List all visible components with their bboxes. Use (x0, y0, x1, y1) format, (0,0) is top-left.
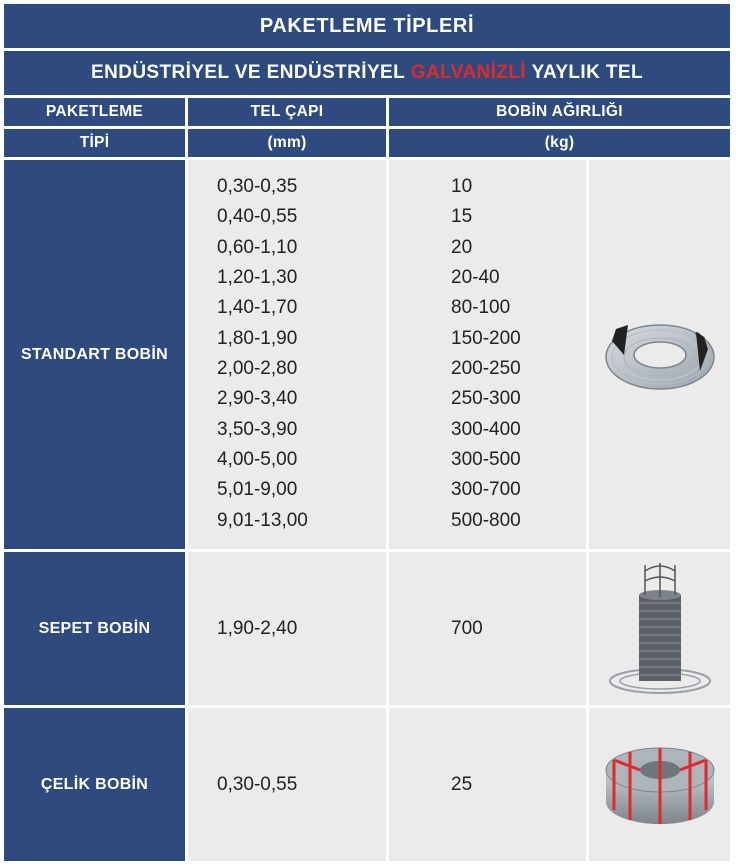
table-title-text: PAKETLEME TİPLERİ (259, 14, 475, 37)
row-type-celik (4, 708, 185, 861)
weight-value: 15 (451, 206, 473, 228)
table-subtitle (4, 51, 730, 95)
table-title (4, 4, 730, 48)
row-weight-celik (389, 708, 586, 861)
diameter-value: 9,01-13,00 (217, 509, 308, 531)
weight-value: 500-800 (451, 509, 521, 531)
diameter-value: 0,30-0,55 (217, 773, 298, 795)
weight-value: 300-400 (451, 418, 521, 440)
row-type-label: SEPET BOBİN (38, 619, 151, 637)
row-type-label: STANDART BOBİN (20, 345, 168, 363)
row-diameter-celik (188, 708, 386, 861)
row-type-sepet (4, 552, 185, 705)
subtitle-part1: ENDÜSTRİYEL VE ENDÜSTRİYEL (91, 62, 406, 83)
weight-value: 20-40 (451, 266, 500, 288)
weight-value: 10 (451, 176, 473, 197)
diameter-value: 2,00-2,80 (217, 357, 298, 379)
diameter-value: 1,40-1,70 (217, 297, 298, 319)
col-header-diameter-1 (188, 98, 386, 126)
col-header-diameter-label: TEL ÇAPI (250, 103, 324, 120)
weight-value: 250-300 (451, 388, 521, 410)
col-header-weight-2 (389, 129, 730, 157)
row-image-standart (589, 160, 730, 549)
diameter-value: 1,20-1,30 (217, 266, 298, 288)
diameter-value: 1,80-1,90 (217, 327, 298, 349)
col-header-type-1 (4, 98, 185, 126)
row-weights-standart (389, 160, 586, 549)
col-header-type-2 (4, 129, 185, 157)
diameter-value: 4,00-5,00 (217, 448, 298, 470)
weight-value: 150-200 (451, 327, 521, 349)
diameter-value: 0,30-0,35 (217, 176, 298, 197)
row-diameters-standart (188, 160, 386, 549)
diameter-value: 1,90-2,40 (217, 617, 298, 639)
diameter-value: 3,50-3,90 (217, 418, 298, 440)
diameter-value: 5,01-9,00 (217, 479, 298, 501)
diameter-value: 0,60-1,10 (217, 236, 298, 258)
row-type-standart (4, 160, 185, 549)
col-header-type-label: PAKETLEME (45, 103, 144, 120)
wire-coil-icon (600, 315, 720, 395)
row-diameter-sepet (188, 552, 386, 705)
row-image-celik (589, 708, 730, 861)
weight-value: 700 (451, 617, 483, 639)
subtitle-part2: YAYLIK TEL (531, 62, 643, 83)
col-header-weight-label: BOBİN AĞIRLIĞI (496, 103, 623, 120)
col-header-weight-1 (389, 98, 730, 126)
steel-spool-icon (600, 740, 720, 830)
row-type-label: ÇELİK BOBİN (40, 775, 149, 793)
col-header-diameter-unit: (mm) (267, 134, 307, 151)
diameter-value: 0,40-0,55 (217, 206, 298, 228)
weight-value: 80-100 (451, 297, 511, 319)
row-image-sepet (589, 552, 730, 705)
col-header-diameter-2 (188, 129, 386, 157)
weight-value: 300-500 (451, 448, 521, 470)
row-weight-sepet (389, 552, 586, 705)
weight-value: 200-250 (451, 357, 521, 379)
subtitle-highlight: GALVANİZLİ (410, 62, 526, 83)
weight-value: 25 (451, 773, 473, 795)
basket-coil-icon (605, 559, 715, 699)
weight-value: 300-700 (451, 479, 521, 501)
col-header-type-unit: TİPİ (79, 134, 110, 151)
col-header-weight-unit: (kg) (544, 134, 575, 151)
weight-value: 20 (451, 236, 473, 258)
diameter-value: 2,90-3,40 (217, 388, 298, 410)
